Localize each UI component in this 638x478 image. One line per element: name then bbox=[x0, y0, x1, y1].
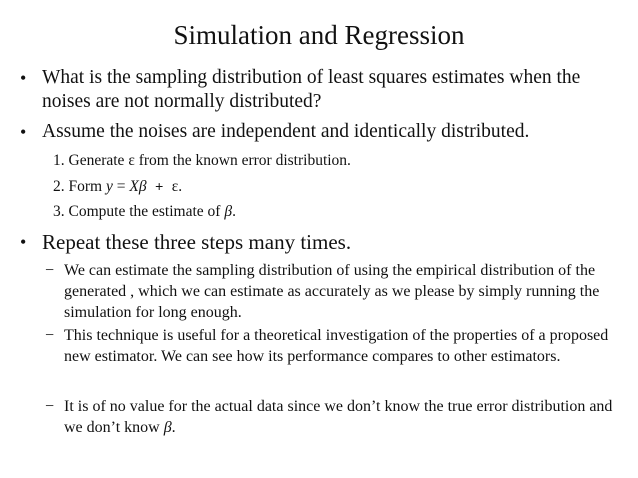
bullet-iid-assumption bbox=[20, 120, 620, 144]
step-3-suffix: . bbox=[232, 203, 236, 220]
sub-text-main: It is of no value for the actual data since we don’t know the true error distribution and we don’t know bbox=[64, 398, 613, 436]
sub-text bbox=[64, 396, 625, 438]
dash-marker: − bbox=[45, 398, 55, 415]
step-3 bbox=[53, 202, 236, 222]
slide-title: Simulation and Regression bbox=[173, 20, 465, 50]
epsilon-symbol: ε. bbox=[171, 178, 183, 195]
beta-symbol: β bbox=[224, 203, 233, 220]
sub-theoretical-investigation bbox=[45, 325, 625, 367]
sub-text: This technique is useful for a theoretical investigation of the properties of a proposed new estimator. We can see how its performance compares to other estimators. bbox=[64, 327, 609, 365]
bullet-marker: • bbox=[20, 68, 27, 88]
epsilon-symbol: ε bbox=[128, 152, 135, 169]
step-2 bbox=[53, 177, 182, 198]
y-symbol: y bbox=[105, 178, 113, 195]
bullet-text: Assume the noises are independent and identically distributed. bbox=[42, 121, 530, 142]
step-3-prefix: 3. Compute the estimate of bbox=[53, 203, 225, 220]
bullet-sampling-question bbox=[20, 66, 620, 114]
sub-text-end: . bbox=[171, 419, 176, 436]
bullet-repeat-steps bbox=[20, 230, 620, 254]
bullet-text: What is the sampling distribution of least squares estimates when the noises are not normally distributed? bbox=[42, 67, 581, 112]
equals-symbol: = bbox=[112, 178, 130, 195]
step-1-prefix: 1. Generate bbox=[53, 152, 129, 169]
step-1 bbox=[53, 151, 351, 171]
plus-symbol: + bbox=[146, 180, 172, 196]
sub-text: We can estimate the sampling distribution of using the empirical distribution of the generated , which we can estimate as accurately as we please by simply running the simulation for long enough. bbox=[64, 262, 600, 321]
bullet-text: Repeat these three steps many times. bbox=[42, 230, 352, 254]
step-2-prefix: 2. Form bbox=[53, 178, 106, 195]
x-beta-symbol: Xβ bbox=[129, 178, 147, 195]
sub-no-value bbox=[45, 396, 625, 438]
dash-marker: − bbox=[45, 327, 55, 344]
dash-marker: − bbox=[45, 262, 55, 279]
bullet-marker: • bbox=[20, 232, 27, 252]
step-1-suffix: from the known error distribution. bbox=[134, 152, 351, 169]
sub-empirical-distribution bbox=[45, 260, 625, 323]
bullet-marker: • bbox=[20, 122, 27, 142]
beta-symbol: β bbox=[163, 419, 172, 436]
